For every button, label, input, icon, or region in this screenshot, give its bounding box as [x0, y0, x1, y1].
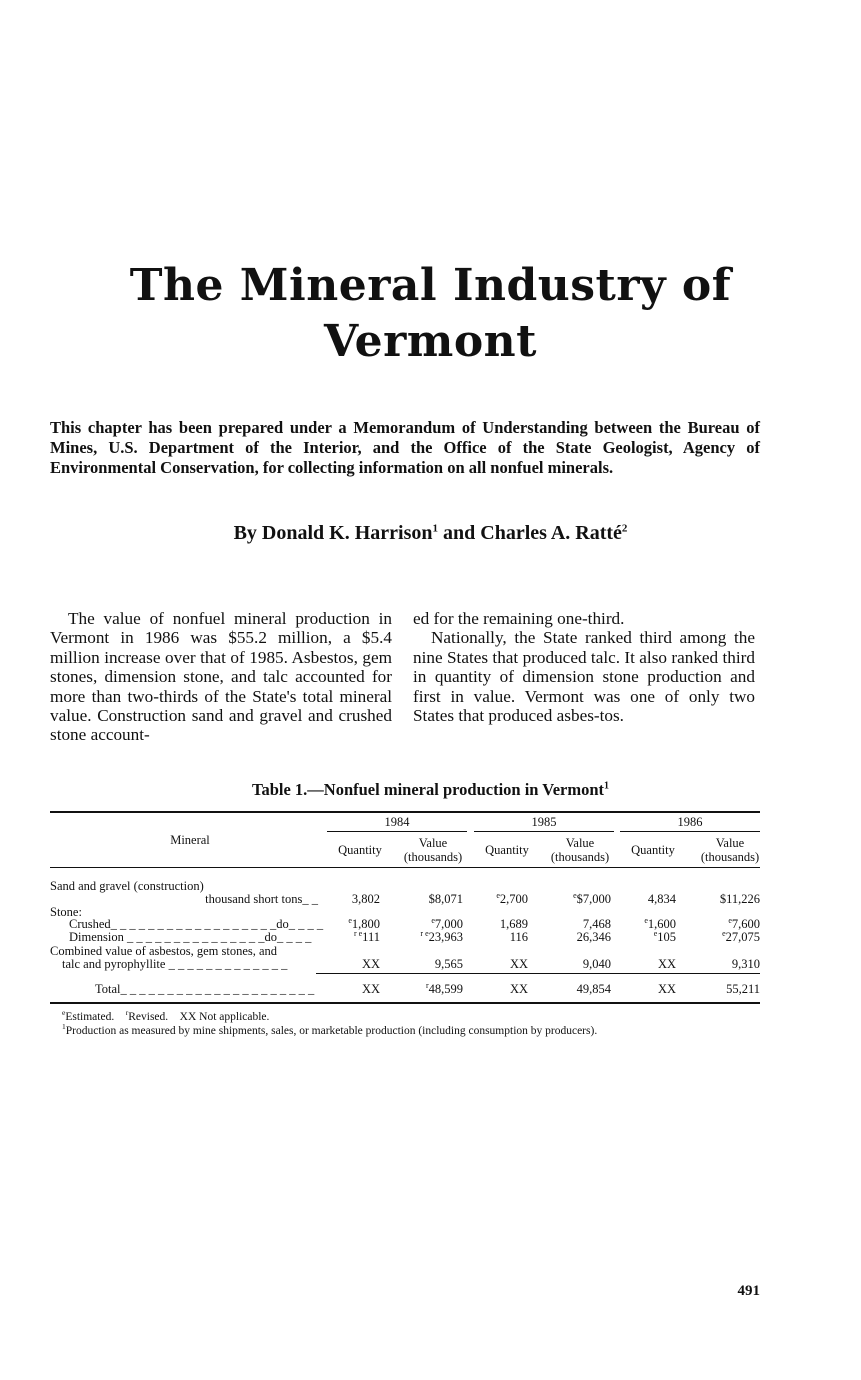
table-top-rule: [50, 811, 760, 813]
table-footnote-marks: $^e$Estimated. $^r$Revised. XX Not applicable.: [62, 1008, 270, 1023]
cell-crushed-value-1985: 7,468: [582, 917, 611, 931]
footnote-ref-2: 2: [621, 522, 628, 535]
byline: By Donald K. Harrison$^1$ and Charles A. Ratté$^2$: [233, 522, 628, 544]
row-label-stone: Stone:: [50, 905, 82, 919]
cell-dimension-value-1984: $^{r e}$23,963: [420, 928, 463, 944]
quantity-header-1984: Quantity: [338, 843, 382, 857]
cell-crushed-quantity-1985: 1,689: [499, 917, 528, 931]
cell-crushed-quantity-1984: $^e$1,800: [348, 915, 380, 931]
title-line-2: Vermont: [324, 316, 537, 367]
footnote-ref-1: 1: [432, 522, 439, 535]
cell-dimension-quantity-1986: $^e$105: [653, 928, 676, 944]
cell-combined-quantity-1986: XX: [657, 957, 676, 971]
row-label-total: Total_ _ _ _ _ _ _ _ _ _ _ _ _ _ _ _ _ _ _ _ _: [95, 982, 315, 996]
cell-total-value-1984: $^r$48,599: [425, 980, 463, 996]
cell-combined-quantity-1984: XX: [361, 957, 380, 971]
body-paragraph-1: The value of nonfuel mineral production in Vermont in 1986 was $55.2 million, a $5.4 million increase over that of 1985. Asbestos, gem stones, dimension stone, and talc accounted for more than two-thirds of the State's total mineral value. Construction sand and gravel and crushed stone account-: [50, 609, 392, 745]
year-rule-1986: [620, 831, 760, 832]
quantity-header-1985: Quantity: [485, 843, 529, 857]
page-number: 491: [737, 1283, 760, 1299]
cell-dimension-quantity-1984: $^{r e}$111: [353, 928, 380, 944]
body-column-right: [413, 609, 755, 725]
header-bottom-rule: [50, 867, 760, 868]
row-label-sand-gravel-unit: thousand short tons_ _: [205, 892, 318, 906]
cell-combined-value-1986: 9,310: [731, 957, 760, 971]
body-paragraph-1-continued: ed for the remaining one-third.: [413, 609, 625, 628]
cell-total-value-1985: 49,854: [576, 982, 611, 996]
cell-total-value-1986: 55,211: [726, 982, 760, 996]
page-title: [0, 258, 861, 370]
cell-combined-quantity-1985: XX: [509, 957, 528, 971]
cell-sand-value-1984: $8,071: [428, 892, 463, 906]
cell-crushed-value-1986: $^e$7,600: [728, 915, 760, 931]
quantity-header-1986: Quantity: [631, 843, 675, 857]
row-label-dimension: Dimension _ _ _ _ _ _ _ _ _ _ _ _ _ _ _do_ _ _ _: [69, 930, 312, 944]
cell-sand-value-1986: $11,226: [719, 892, 760, 906]
year-rule-1984: [327, 831, 467, 832]
value-header-1985: Value (thousands): [550, 836, 610, 864]
cell-crushed-value-1984: $^e$7,000: [431, 915, 463, 931]
body-paragraph-2: Nationally, the State ranked third among the nine States that produced talc. It also ranked third in quantity of dimension stone production and first in value. Vermont was one of only two States that produced asbes-tos.: [413, 628, 755, 726]
year-header-1984: 1984: [384, 815, 410, 829]
abstract: This chapter has been prepared under a Memorandum of Understanding between the Bureau of Mines, U.S. Department of the Interior, and the Office of the State Geologist, Agency of Environmental Conservation, for collecting information on all nonfuel minerals.: [50, 418, 760, 477]
total-bottom-rule: [50, 1002, 760, 1004]
cell-dimension-value-1986: $^e$27,075: [722, 928, 760, 944]
cell-dimension-value-1985: 26,346: [576, 930, 611, 944]
body-column-left: [50, 609, 392, 745]
row-label-combined-2: talc and pyrophyllite _ _ _ _ _ _ _ _ _ _ _ _ _: [62, 957, 288, 971]
year-header-1986: 1986: [677, 815, 703, 829]
cell-sand-quantity-1986: 4,834: [647, 892, 676, 906]
row-label-crushed: Crushed_ _ _ _ _ _ _ _ _ _ _ _ _ _ _ _ _ _do_ _ _ _: [69, 917, 324, 931]
year-header-1985: 1985: [531, 815, 557, 829]
table-title: Table 1.—Nonfuel mineral production in Vermont$^1$: [251, 780, 610, 799]
table-footnote-1: $^1$Production as measured by mine shipments, sales, or marketable production (including consumption by producers).: [62, 1022, 598, 1037]
cell-combined-value-1985: 9,040: [582, 957, 611, 971]
mineral-column-header: Mineral: [170, 833, 210, 847]
cell-crushed-quantity-1986: $^e$1,600: [644, 915, 676, 931]
cell-total-quantity-1984: XX: [361, 982, 380, 996]
cell-sand-quantity-1984: 3,802: [351, 892, 380, 906]
title-line-1: The Mineral Industry of: [129, 260, 732, 311]
cell-sand-quantity-1985: $^e$2,700: [496, 890, 528, 906]
cell-combined-value-1984: 9,565: [434, 957, 463, 971]
row-label-sand-gravel: Sand and gravel (construction): [50, 879, 204, 893]
cell-dimension-quantity-1985: 116: [509, 930, 528, 944]
row-label-combined: Combined value of asbestos, gem stones, and: [50, 944, 278, 958]
year-rule-1985: [474, 831, 614, 832]
cell-sand-value-1985: $^e$\$7,000: [573, 890, 611, 906]
cell-total-quantity-1986: XX: [657, 982, 676, 996]
value-header-1986: Value (thousands): [700, 836, 760, 864]
cell-total-quantity-1985: XX: [509, 982, 528, 996]
total-top-rule: [316, 973, 760, 974]
value-header-1984: Value (thousands): [403, 836, 463, 864]
